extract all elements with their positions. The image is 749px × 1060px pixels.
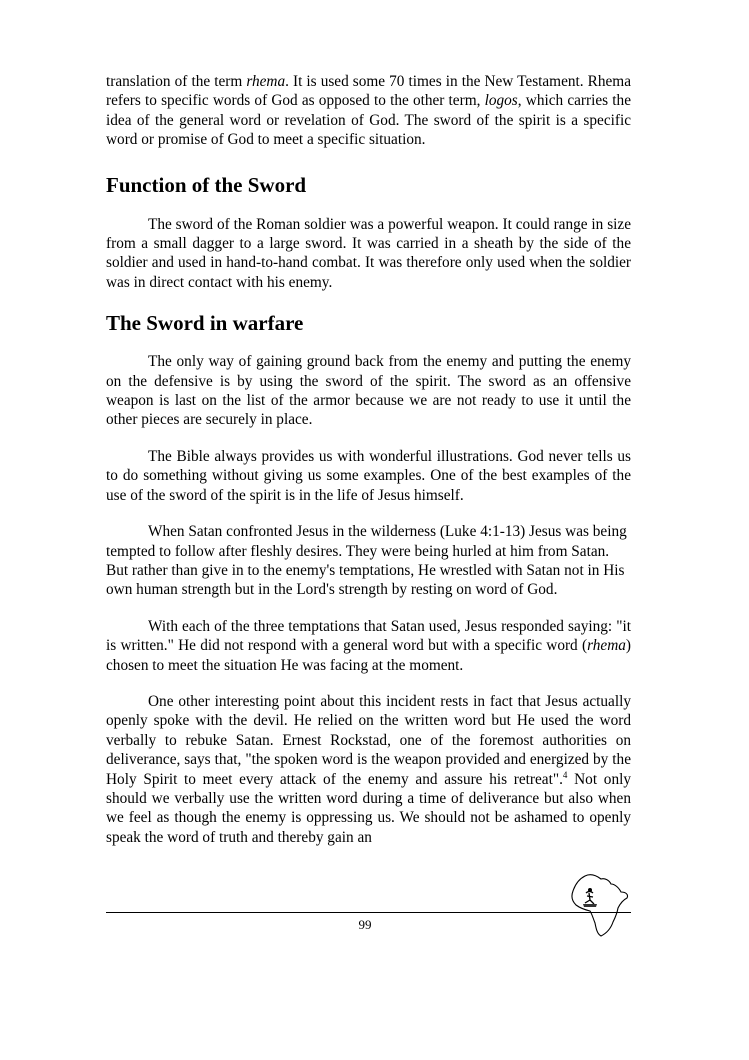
- logos-term: logos: [484, 92, 518, 110]
- function-paragraph: The sword of the Roman soldier was a powerful weapon. It could range in size from a small dagger to a large sword. It was carried in a sheath by the side of the soldier and used in hand-to-hand combat. It was therefore only used when the soldier was in direct contact with his enemy.: [106, 215, 631, 291]
- footnote-marker[interactable]: 4: [562, 769, 568, 780]
- rhema-term: rhema: [246, 73, 286, 90]
- warfare-paragraph-5: One other interesting point about this incident rests in fact that Jesus actually openly spoke with the devil. He relied on the written word but He used the word verbally to rebuke Satan. Ernest Rockstad, one of the foremost authorities on deliverance, says that, "the spoken word is the weapon provided and energized by the Holy Spirit to meet every attack of the enemy and assure his retreat".$^4$ Not only should we verbally use the written word during a time of deliverance but also when we feel as though the enemy is oppressing us. We should not be ashamed to openly speak the word of truth and thereby gain an: [106, 692, 631, 846]
- warfare-paragraph-1: The only way of gaining ground back from the enemy and putting the enemy on the defensive is by using the sword of the spirit. The sword as an offensive weapon is last on the list of the armor because we are not ready to use it until the other pieces are securely in place.: [106, 353, 631, 429]
- warfare-paragraph-2: The Bible always provides us with wonderful illustrations. God never tells us to do something without giving us some examples. One of the best examples of the use of the sword of the spirit is in the life of Jesus himself.: [106, 447, 631, 504]
- intro-paragraph: translation of the term rhema. It is used some 70 times in the New Testament. Rhema refers to specific words of God as opposed to the other term, logos, which carries the idea of the general word or revelation of God. The sword of the spirit is a specific word or promise of God to meet a specific situation.: [106, 73, 631, 149]
- africa-map-icon: [563, 870, 635, 942]
- function-heading: Function of the Sword: [106, 172, 307, 197]
- rhema-term-2: rhema: [587, 637, 626, 655]
- page-body: [106, 72, 631, 847]
- warfare-paragraph-4: With each of the three temptations that Satan used, Jesus responded saying: "it is written." He did not respond with a general word but with a specific word (rhema) chosen to meet the situation He was facing at the moment.: [106, 617, 631, 674]
- page-number: 99: [358, 917, 372, 932]
- warfare-heading: The Sword in warfare: [106, 311, 304, 336]
- footer-rule: [106, 912, 631, 913]
- warfare-paragraph-3: When Satan confronted Jesus in the wilderness (Luke 4:1-13) Jesus was being tempted to follow after fleshly desires. They were being hurled at him from Satan. But rather than give in to the enemy's temptations, He wrestled with Satan not in His own human strength but in the Lord's strength by resting on word of God.: [106, 523, 627, 599]
